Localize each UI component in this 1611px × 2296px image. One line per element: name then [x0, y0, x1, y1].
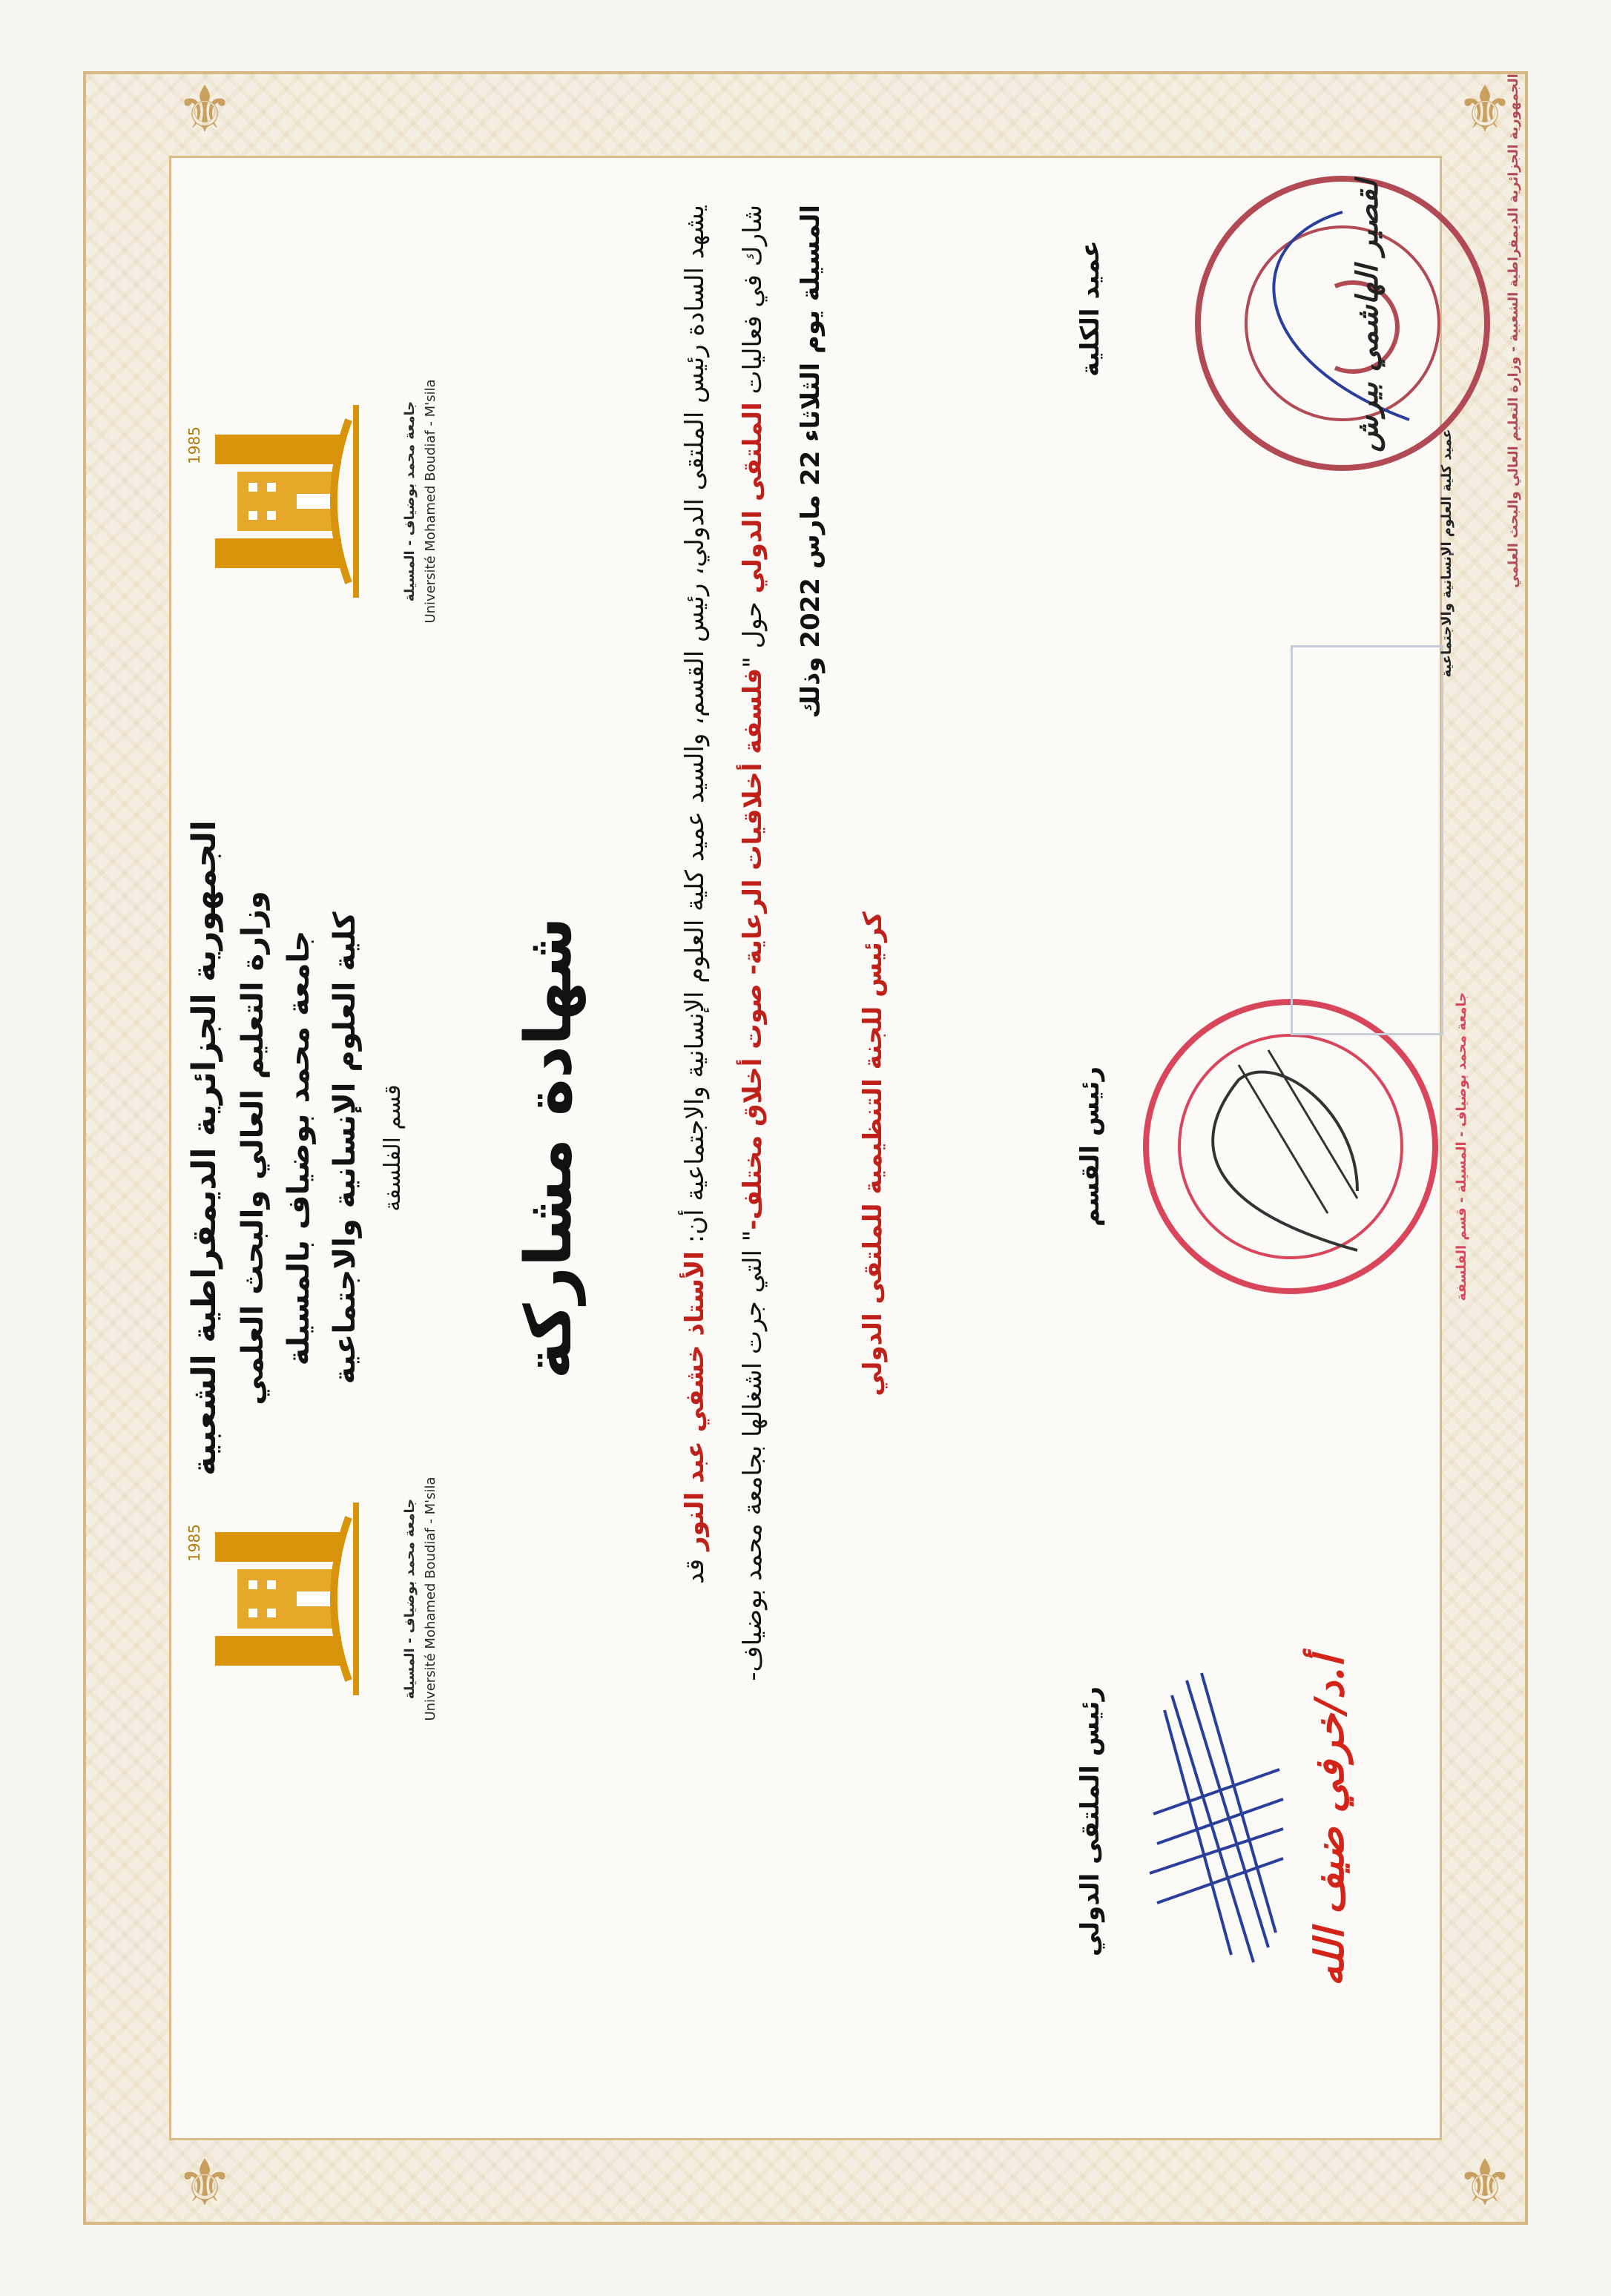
university-building-icon — [185, 390, 386, 613]
dean-name: لقصير الهاشمي بيرش — [1350, 179, 1385, 452]
fleur-de-lis-icon: ⚜ — [1456, 2146, 1514, 2220]
department-stamp-text: جامعة محمد بوضياف - المسيلة - قسم الفلسفة — [1454, 992, 1469, 1302]
dean-stamp — [1187, 168, 1498, 479]
event-name: الملتقى الدولي — [738, 402, 768, 594]
p2-start: شارك في فعاليات — [738, 205, 768, 403]
p2-end: " التي جرت اشغالها بجامعة محمد بوضياف- — [738, 1230, 768, 1681]
dean-stamp-text: الجمهورية الجزائرية الديمقراطية الشعبية - وزارة التعليم العالي والبحث العلمي — [1506, 73, 1521, 588]
department-head-label: رئيس القسم — [1075, 1066, 1105, 1227]
p1-start: يشهد السادة رئيس الملتقى الدولي، رئيس القسم، والسيد عميد كلية العلوم الإنسانية والاجتماعية أن: — [680, 205, 710, 1252]
conference-topic: فلسفة أخلاقيات الرعاية- صوت أخلاق مختلف- — [738, 667, 768, 1230]
dean-label: عميد الكلية — [1075, 240, 1105, 377]
p1-end: قد — [680, 1551, 710, 1584]
dean-box-line: عميد كلية العلوم الإنسانية والاجتماعية — [1439, 429, 1454, 678]
certificate-paragraph-1 — [668, 205, 722, 2103]
fleur-de-lis-icon: ⚜ — [1456, 73, 1514, 147]
header-university: جامعة محمد بوضياف بالمسيلة — [282, 930, 316, 1366]
logo-caption-ar-right: جامعة محمد بوضياف - المسيلة — [402, 400, 418, 602]
header-ministry: وزارة التعليم العالي والبحث العلمي — [236, 891, 270, 1405]
university-building-icon — [185, 1488, 386, 1710]
certificate-role: كرئيس للجنة التنظيمية للملتقى الدولي — [858, 911, 888, 1396]
certificate-title: شهادة مشاركة — [512, 917, 586, 1379]
logo-year: 1985 — [185, 426, 203, 464]
logo-caption-fr-left: Université Mohamed Boudiaf - M'sila — [423, 1477, 438, 1721]
logo-year: 1985 — [185, 1524, 203, 1562]
header-republic: الجمهورية الجزائرية الديمقراطية الشعبية — [185, 820, 223, 1476]
certificate-paragraph-3: المسيلة يوم الثلاثاء 22 مارس 2022 وذلك — [796, 205, 826, 719]
p2-mid: حول " — [738, 593, 768, 668]
recipient-name: الأستاذ خشفي عبد النور — [680, 1251, 710, 1551]
fleur-de-lis-icon: ⚜ — [176, 2146, 234, 2220]
conference-chair-name: أ.د/خرفي ضيف الله — [1305, 1656, 1353, 1987]
university-logo-right — [185, 390, 408, 613]
logo-caption-ar-left: جامعة محمد بوضياف - المسيلة — [402, 1498, 418, 1700]
header-faculty: كلية العلوم الإنسانية والاجتماعية — [328, 911, 362, 1385]
dean-box-stamp — [1291, 645, 1443, 1035]
conference-chair-signature — [1142, 1666, 1291, 1977]
header-department: قسم الفلسفة — [380, 1084, 406, 1212]
department-stamp — [1135, 991, 1446, 1302]
certificate-paragraph-2 — [725, 205, 780, 2103]
conference-chair-label: رئيس الملتقى الدولي — [1075, 1686, 1105, 1957]
university-logo-left — [185, 1488, 408, 1710]
logo-caption-fr-right: Université Mohamed Boudiaf - M'sila — [423, 379, 438, 624]
fleur-de-lis-icon: ⚜ — [176, 73, 234, 147]
